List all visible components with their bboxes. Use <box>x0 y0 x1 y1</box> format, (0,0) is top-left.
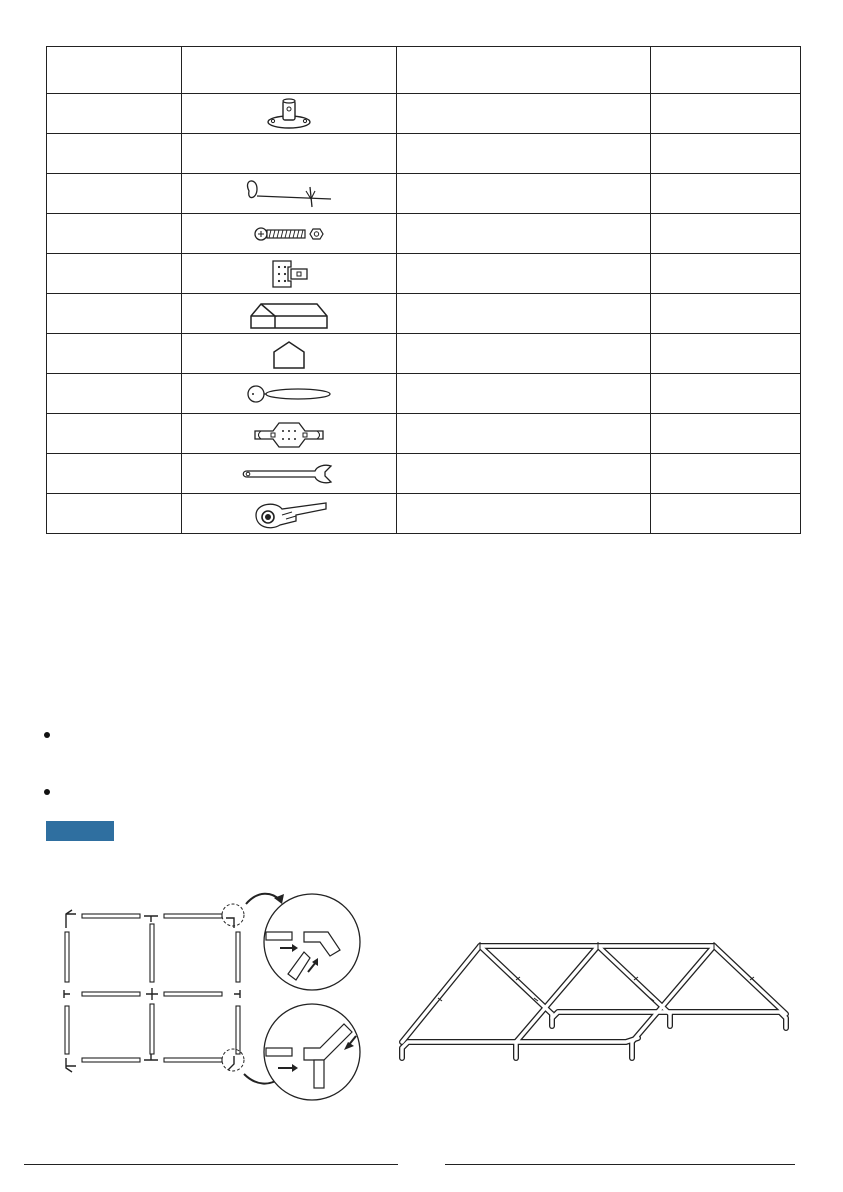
cell-part-no <box>47 174 182 214</box>
cell-description <box>397 494 651 534</box>
cell-part-no <box>47 294 182 334</box>
cell-part-no <box>47 414 182 454</box>
cell-description <box>397 254 651 294</box>
note-bullet-1 <box>44 726 50 740</box>
cell-part-no <box>47 254 182 294</box>
cell-part-no <box>47 374 182 414</box>
cell-description <box>397 214 651 254</box>
table-header-row <box>47 47 801 94</box>
table-row <box>47 94 801 134</box>
assembled-frame-diagram <box>388 934 808 1076</box>
cell-description <box>397 94 651 134</box>
table-row <box>47 174 801 214</box>
footer-rule-left <box>24 1164 398 1165</box>
base-frame-layout-diagram <box>58 888 378 1110</box>
cell-part-no <box>47 494 182 534</box>
cell-quantity <box>651 414 801 454</box>
footer-rule-right <box>445 1164 795 1165</box>
header-image <box>182 47 397 94</box>
cell-quantity <box>651 254 801 294</box>
ratchet-icon <box>246 497 332 531</box>
bungee-ball-icon <box>244 382 334 406</box>
table-row <box>47 334 801 374</box>
wrench-icon <box>239 462 339 486</box>
table-row <box>47 414 801 454</box>
header-quantity <box>651 47 801 94</box>
cell-quantity <box>651 454 801 494</box>
cell-part-no <box>47 94 182 134</box>
step-badge <box>46 821 114 841</box>
screw-nut-icon <box>249 222 329 246</box>
cell-part-no <box>47 214 182 254</box>
roof-cover-icon <box>247 298 331 330</box>
cell-image-empty <box>182 134 397 174</box>
parts-table <box>46 46 801 534</box>
table-row <box>47 294 801 334</box>
cell-quantity <box>651 334 801 374</box>
header-description <box>397 47 651 94</box>
cell-quantity <box>651 174 801 214</box>
connector-plate-icon <box>259 257 319 291</box>
table-row <box>47 134 801 174</box>
cell-quantity <box>651 134 801 174</box>
table-row <box>47 374 801 414</box>
cell-part-no <box>47 454 182 494</box>
cell-description <box>397 334 651 374</box>
bracket-plate-icon <box>249 417 329 451</box>
cell-quantity <box>651 374 801 414</box>
cell-part-no <box>47 134 182 174</box>
table-row <box>47 254 801 294</box>
table-row <box>47 214 801 254</box>
cell-description <box>397 414 651 454</box>
cell-description <box>397 454 651 494</box>
note-bullet-2 <box>44 783 50 797</box>
cell-quantity <box>651 214 801 254</box>
cell-description <box>397 174 651 214</box>
table-row <box>47 454 801 494</box>
cell-description <box>397 294 651 334</box>
cell-description <box>397 134 651 174</box>
cell-part-no <box>47 334 182 374</box>
ground-stake-rope-icon <box>239 177 339 211</box>
cell-quantity <box>651 94 801 134</box>
foot-plate-icon <box>259 96 319 132</box>
table-row <box>47 494 801 534</box>
cell-description <box>397 374 651 414</box>
cell-quantity <box>651 294 801 334</box>
end-panel-icon <box>269 338 309 370</box>
cell-quantity <box>651 494 801 534</box>
header-part-no <box>47 47 182 94</box>
